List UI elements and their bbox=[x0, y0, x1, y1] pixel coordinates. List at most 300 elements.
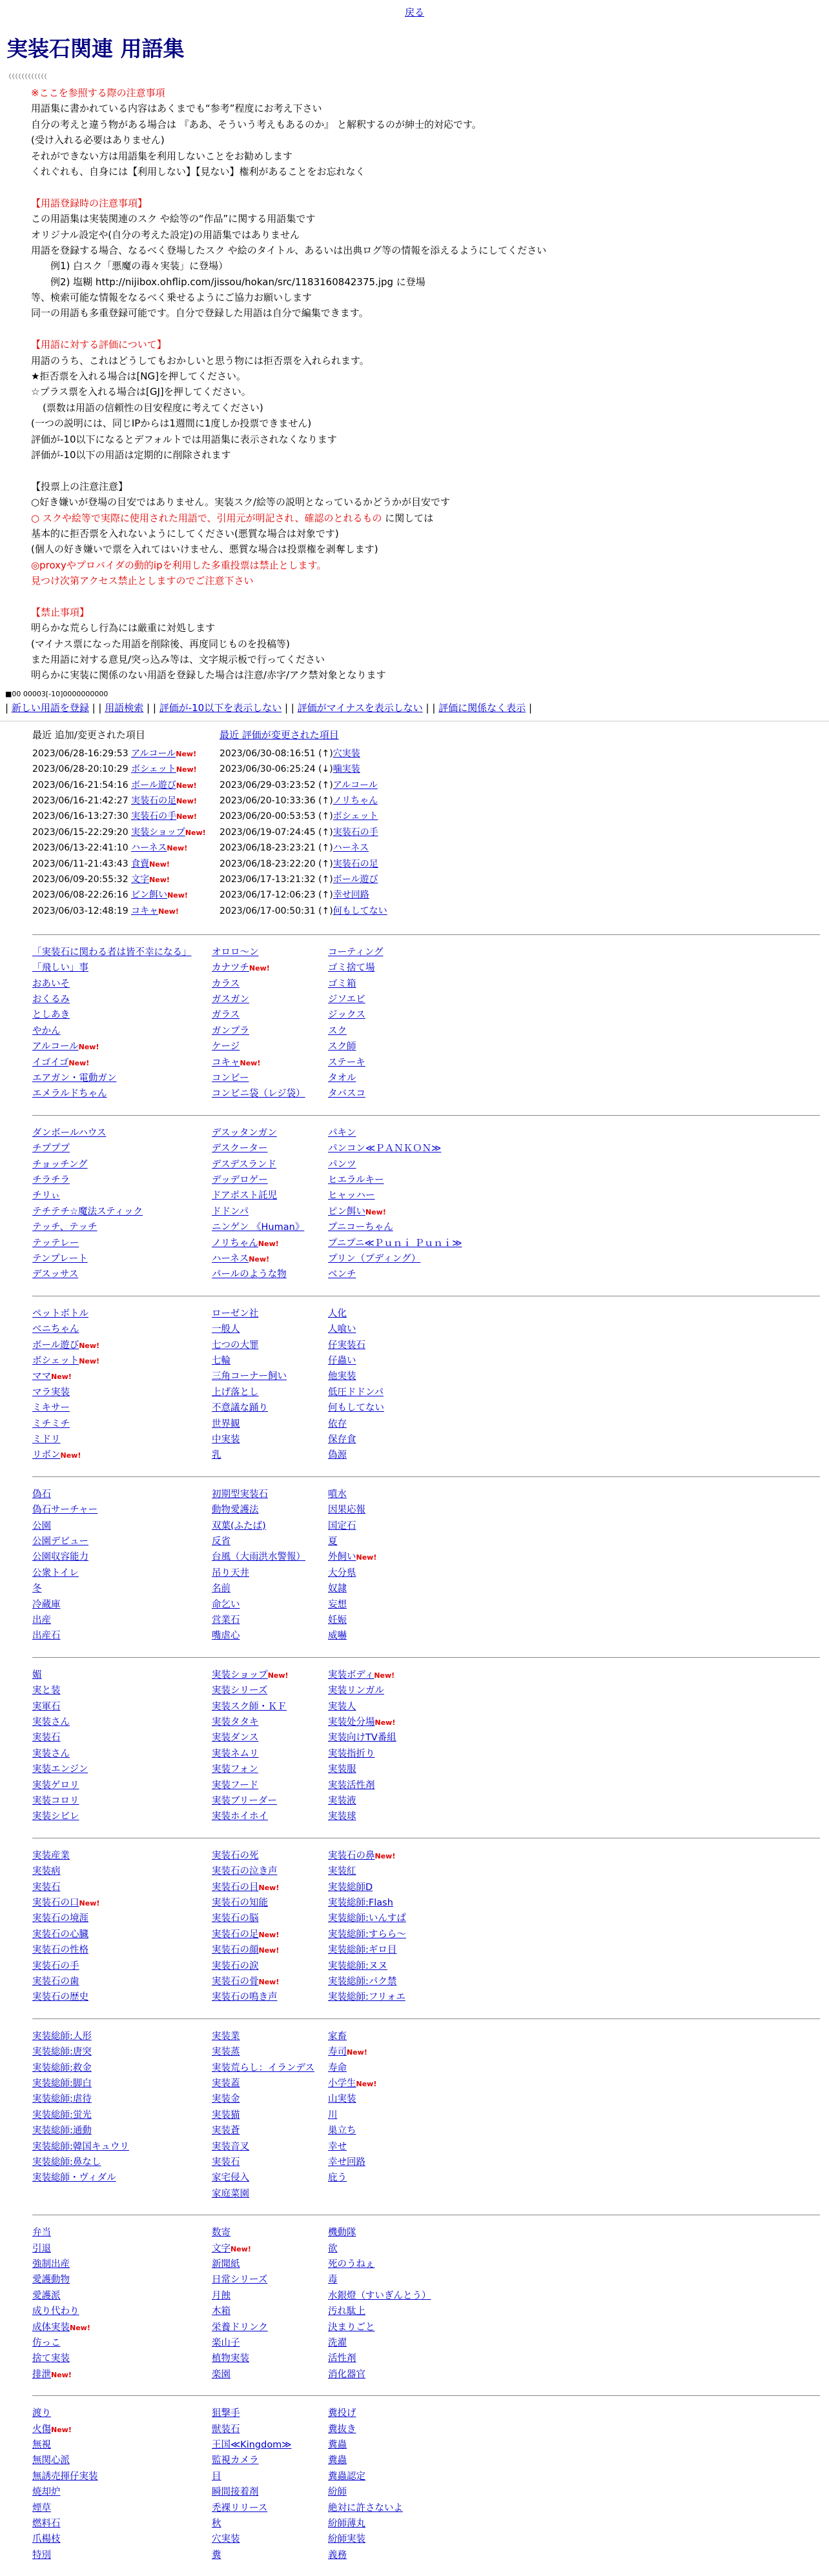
term-link[interactable]: 実装蒼 bbox=[212, 2126, 240, 2137]
term-link[interactable]: 機動隊 bbox=[328, 2228, 356, 2239]
term-link[interactable]: ローゼン社 bbox=[212, 1308, 259, 1319]
term-link[interactable]: 人喰い bbox=[328, 1324, 356, 1335]
term-link[interactable]: 愛護派 bbox=[32, 2290, 61, 2301]
term-link[interactable]: 妊娠 bbox=[328, 1615, 347, 1626]
term-link[interactable]: 実装総師:フリォエ bbox=[328, 1992, 405, 2003]
menu-link[interactable]: 用語検索 bbox=[105, 701, 144, 714]
term-link[interactable]: 実装ゲロリ bbox=[32, 1780, 79, 1791]
term-link[interactable]: ドアポスト託児 bbox=[212, 1191, 278, 1202]
term-link[interactable]: ヒエラルキー bbox=[328, 1175, 384, 1186]
term-link[interactable]: 実装石 bbox=[32, 1882, 61, 1893]
term-link[interactable]: 何もしてない bbox=[328, 1403, 384, 1414]
term-link[interactable]: 実装石の泣き声 bbox=[212, 1866, 278, 1877]
term-link[interactable]: 引退 bbox=[32, 2243, 51, 2254]
term-link[interactable]: 中実装 bbox=[212, 1434, 240, 1445]
term-link[interactable]: エアガン・電動ガン bbox=[32, 1073, 117, 1084]
term-link[interactable]: マラ実装 bbox=[32, 1387, 70, 1398]
term-link[interactable]: 監視カメラ bbox=[212, 2455, 259, 2466]
term-link[interactable]: 成り代わり bbox=[32, 2306, 79, 2317]
term-link[interactable]: 実装スク師・ＫＦ bbox=[212, 1701, 287, 1712]
term-link[interactable]: 実装総師:ヌヌ bbox=[328, 1960, 387, 1971]
term-link[interactable]: ボール遊び bbox=[333, 874, 378, 885]
term-link[interactable]: 仔実装石 bbox=[328, 1340, 365, 1351]
term-link[interactable]: 「飛しい」事 bbox=[32, 963, 88, 974]
term-link[interactable]: 実装総師:すらら〜 bbox=[328, 1929, 406, 1940]
term-link[interactable]: 糞蟲 bbox=[328, 2455, 347, 2466]
term-link[interactable]: 実装ボディ bbox=[328, 1669, 374, 1680]
term-link[interactable]: 反省 bbox=[212, 1536, 230, 1547]
term-link[interactable]: 偽石サーチャー bbox=[32, 1505, 98, 1516]
term-link[interactable]: ボール遊び bbox=[32, 1340, 79, 1351]
term-link[interactable]: 王国≪Kingdom≫ bbox=[212, 2440, 292, 2451]
term-link[interactable]: 無誘売揮仔実装 bbox=[32, 2471, 98, 2482]
term-link[interactable]: リボン bbox=[32, 1450, 61, 1461]
term-link[interactable]: ピン餌い bbox=[131, 890, 168, 901]
term-link[interactable]: 実装石の手 bbox=[131, 811, 177, 822]
term-link[interactable]: 家畜 bbox=[328, 2031, 347, 2042]
term-link[interactable]: 実装リンガル bbox=[328, 1685, 384, 1696]
term-link[interactable]: 糞投げ bbox=[328, 2408, 356, 2419]
term-link[interactable]: 双葉(ふたば) bbox=[212, 1520, 266, 1531]
back-link[interactable]: 戻る bbox=[404, 6, 424, 18]
term-link[interactable]: 楽山子 bbox=[212, 2338, 240, 2349]
term-link[interactable]: 紛師実装 bbox=[328, 2534, 365, 2545]
term-link[interactable]: 実装石の知能 bbox=[212, 1898, 268, 1909]
term-link[interactable]: 不意議な踊り bbox=[212, 1403, 268, 1414]
term-link[interactable]: 吊り天井 bbox=[212, 1567, 249, 1578]
term-link[interactable]: デスデスランド bbox=[212, 1159, 277, 1170]
term-link[interactable]: オロロ〜ン bbox=[212, 947, 259, 958]
term-link[interactable]: 実装総師:ギロ目 bbox=[328, 1945, 397, 1956]
term-link[interactable]: 仿っこ bbox=[32, 2338, 61, 2349]
term-link[interactable]: 木箱 bbox=[212, 2306, 230, 2317]
term-link[interactable]: 実装石の死 bbox=[212, 1850, 259, 1861]
term-link[interactable]: アルコール bbox=[131, 748, 176, 759]
term-link[interactable]: 実装石の心臓 bbox=[32, 1929, 88, 1940]
term-link[interactable]: 義務 bbox=[328, 2550, 347, 2561]
term-link[interactable]: ハーネス bbox=[333, 843, 369, 854]
term-link[interactable]: 偽石 bbox=[32, 1489, 51, 1500]
term-link[interactable]: 実装総師:いんすぱ bbox=[328, 1913, 406, 1924]
menu-link[interactable]: 評価が-10以下を表示しない bbox=[159, 701, 282, 714]
term-link[interactable]: 因果応報 bbox=[328, 1505, 365, 1516]
menu-link[interactable]: 新しい用語を登録 bbox=[11, 701, 89, 714]
term-link[interactable]: 実装荒らし：イランデス bbox=[212, 2062, 314, 2073]
term-link[interactable]: 紛師 bbox=[328, 2487, 347, 2498]
term-link[interactable]: 大分県 bbox=[328, 1567, 356, 1578]
term-link[interactable]: 渡り bbox=[32, 2408, 51, 2419]
term-link[interactable]: 実装石の足 bbox=[212, 1929, 259, 1940]
term-link[interactable]: 実装シリーズ bbox=[212, 1685, 268, 1696]
term-link[interactable]: ジックス bbox=[328, 1010, 365, 1021]
term-link[interactable]: 嘴虐心 bbox=[212, 1631, 240, 1642]
term-link[interactable]: 実装コロリ bbox=[32, 1796, 79, 1807]
term-link[interactable]: 実装フォン bbox=[212, 1764, 258, 1775]
term-link[interactable]: 糞抜き bbox=[328, 2424, 356, 2435]
term-link[interactable]: 実装業 bbox=[212, 2031, 240, 2042]
term-link[interactable]: 初期型実装石 bbox=[212, 1489, 268, 1500]
term-link[interactable]: テンプレート bbox=[32, 1254, 88, 1265]
term-link[interactable]: 獣装石 bbox=[212, 2424, 240, 2435]
term-link[interactable]: コキャ bbox=[131, 905, 159, 916]
term-link[interactable]: 七つの大罪 bbox=[212, 1340, 259, 1351]
term-link[interactable]: 水銀燈（すいぎんとう） bbox=[328, 2290, 431, 2301]
term-link[interactable]: チョッチング bbox=[32, 1159, 88, 1170]
term-link[interactable]: 栄養ドリンク bbox=[212, 2322, 268, 2333]
term-link[interactable]: 妄想 bbox=[328, 1599, 347, 1610]
term-link[interactable]: 公園収容能力 bbox=[32, 1552, 88, 1563]
term-link[interactable]: チリぃ bbox=[32, 1191, 61, 1202]
term-link[interactable]: 実装猫 bbox=[212, 2109, 240, 2120]
term-link[interactable]: ピン餌い bbox=[328, 1206, 365, 1217]
term-link[interactable]: コンビニ袋（レジ袋） bbox=[212, 1089, 305, 1100]
term-link[interactable]: 家宅侵入 bbox=[212, 2173, 249, 2184]
term-link[interactable]: 幸せ回路 bbox=[333, 890, 369, 901]
term-link[interactable]: コキャ bbox=[212, 1057, 240, 1068]
term-link[interactable]: 実装産業 bbox=[32, 1850, 70, 1861]
term-link[interactable]: 無関心派 bbox=[32, 2455, 70, 2466]
term-link[interactable]: 実装金 bbox=[212, 2094, 240, 2105]
term-link[interactable]: 実装液 bbox=[328, 1796, 356, 1807]
term-link[interactable]: としあき bbox=[32, 1010, 70, 1021]
term-link[interactable]: 実装石の性格 bbox=[32, 1945, 88, 1956]
term-link[interactable]: 夏 bbox=[328, 1536, 338, 1547]
term-link[interactable]: ヒャッハー bbox=[328, 1191, 375, 1202]
term-link[interactable]: 何もしてない bbox=[333, 905, 387, 916]
term-link[interactable]: ゴミ捨て場 bbox=[328, 963, 375, 974]
term-link[interactable]: 洗濯 bbox=[328, 2338, 347, 2349]
term-link[interactable]: 実装蒸 bbox=[212, 2047, 240, 2058]
term-link[interactable]: 活性剤 bbox=[328, 2353, 356, 2364]
term-link[interactable]: おくるみ bbox=[32, 994, 70, 1005]
term-link[interactable]: 植物実装 bbox=[212, 2353, 249, 2364]
term-link[interactable]: 欲 bbox=[328, 2243, 338, 2254]
term-link[interactable]: 外飼い bbox=[328, 1552, 356, 1563]
term-link[interactable]: 実軍石 bbox=[32, 1701, 61, 1712]
term-link[interactable]: 決まりごと bbox=[328, 2322, 375, 2333]
term-link[interactable]: ミチミチ bbox=[32, 1418, 70, 1429]
term-link[interactable]: ケージ bbox=[212, 1041, 240, 1052]
term-link[interactable]: 実装石の境涯 bbox=[32, 1913, 88, 1924]
term-link[interactable]: 実装ホイホイ bbox=[212, 1811, 268, 1822]
term-link[interactable]: 実装エンジン bbox=[32, 1764, 88, 1775]
term-link[interactable]: テッチ、テッチ bbox=[32, 1222, 97, 1233]
term-link[interactable]: ミキサー bbox=[32, 1403, 70, 1414]
term-link[interactable]: 焼却炉 bbox=[32, 2487, 61, 2498]
term-link[interactable]: 実装石の顔 bbox=[212, 1945, 259, 1956]
term-link[interactable]: 捨て実装 bbox=[32, 2353, 70, 2364]
term-link[interactable]: 実装総師:唐突 bbox=[32, 2047, 92, 2058]
term-link[interactable]: ノリちゃん bbox=[333, 796, 378, 807]
term-link[interactable]: 実装総師:鼻なし bbox=[32, 2157, 101, 2168]
term-link[interactable]: 実装石の鳴き声 bbox=[212, 1992, 278, 2003]
term-link[interactable]: プニプニ≪Ｐｕｎｉ Ｐｕｎｉ≫ bbox=[328, 1238, 462, 1249]
term-link[interactable]: 威嚇 bbox=[328, 1631, 347, 1642]
term-link[interactable]: 小学生 bbox=[328, 2078, 356, 2089]
term-link[interactable]: 実装総師:Flash bbox=[328, 1898, 393, 1909]
term-link[interactable]: 実装総師:韓国キュウリ bbox=[32, 2141, 129, 2152]
term-link[interactable]: 死のうねぇ bbox=[328, 2259, 375, 2270]
term-link[interactable]: 実装総師:虐待 bbox=[32, 2094, 92, 2105]
term-link[interactable]: ガラス bbox=[212, 1010, 240, 1021]
term-link[interactable]: 幸せ回路 bbox=[328, 2157, 365, 2168]
term-link[interactable]: 実装石の歴史 bbox=[32, 1992, 88, 2003]
term-link[interactable]: 瞬間接着剤 bbox=[212, 2487, 259, 2498]
term-link[interactable]: 楽園 bbox=[212, 2369, 230, 2380]
term-link[interactable]: 実装石の足 bbox=[333, 858, 378, 869]
term-link[interactable]: 強制出産 bbox=[32, 2259, 70, 2270]
term-link[interactable]: 営業石 bbox=[212, 1615, 240, 1626]
term-link[interactable]: ダンボールハウス bbox=[32, 1127, 107, 1138]
term-link[interactable]: 実装ショップ bbox=[212, 1669, 268, 1680]
term-link[interactable]: エメラルドちゃん bbox=[32, 1089, 107, 1100]
term-link[interactable]: 七輪 bbox=[212, 1356, 230, 1367]
term-link[interactable]: 煙草 bbox=[32, 2502, 51, 2513]
recent-rated-title[interactable]: 最近 評価が変更された項目 bbox=[220, 729, 339, 741]
term-link[interactable]: 数寄 bbox=[212, 2228, 230, 2239]
term-link[interactable]: 実装石の鼻 bbox=[328, 1850, 375, 1861]
term-link[interactable]: 実装石 bbox=[32, 1733, 61, 1744]
term-link[interactable]: 毒 bbox=[328, 2275, 338, 2286]
term-link[interactable]: 排泄 bbox=[32, 2369, 51, 2380]
term-link[interactable]: 寿命 bbox=[328, 2062, 347, 2073]
term-link[interactable]: 実装石の手 bbox=[32, 1960, 79, 1971]
term-link[interactable]: ハーネス bbox=[131, 843, 167, 854]
term-link[interactable]: 実装総師:脚白 bbox=[32, 2078, 92, 2089]
term-link[interactable]: プリン（プディング） bbox=[328, 1254, 421, 1265]
term-link[interactable]: 実装総師:パク禁 bbox=[328, 1977, 397, 1987]
term-link[interactable]: やかん bbox=[32, 1025, 61, 1036]
term-link[interactable]: テチテチ☆魔法スティック bbox=[32, 1206, 143, 1217]
term-link[interactable]: 世界観 bbox=[212, 1418, 240, 1429]
menu-link[interactable]: 評価に関係なく表示 bbox=[438, 701, 526, 714]
term-link[interactable]: べニちゃん bbox=[32, 1324, 79, 1335]
term-link[interactable]: ジソエビ bbox=[328, 994, 365, 1005]
term-link[interactable]: ボシェット bbox=[131, 764, 176, 775]
term-link[interactable]: タオル bbox=[328, 1073, 356, 1084]
term-link[interactable]: 絶対に許さないよ bbox=[328, 2502, 403, 2513]
term-link[interactable]: 低圧ドドンパ bbox=[328, 1387, 384, 1398]
term-link[interactable]: パキン bbox=[328, 1127, 356, 1138]
term-link[interactable]: 実装向けTV番組 bbox=[328, 1733, 396, 1744]
term-link[interactable]: 巣立ち bbox=[328, 2126, 356, 2137]
term-link[interactable]: 仔蟲い bbox=[328, 1356, 356, 1367]
term-link[interactable]: 保存食 bbox=[328, 1434, 356, 1445]
term-link[interactable]: 糞蟲認定 bbox=[328, 2471, 365, 2482]
term-link[interactable]: 実装石の口 bbox=[32, 1898, 79, 1909]
term-link[interactable]: イゴイゴ bbox=[32, 1057, 69, 1068]
term-link[interactable]: 実装シビレ bbox=[32, 1811, 79, 1822]
term-link[interactable]: 実装さん bbox=[32, 1748, 70, 1759]
term-link[interactable]: 火傷 bbox=[32, 2424, 51, 2435]
term-link[interactable]: 実装ブリーダー bbox=[212, 1796, 277, 1807]
term-link[interactable]: 偽源 bbox=[328, 1450, 347, 1461]
term-link[interactable]: 実装石の涙 bbox=[212, 1960, 259, 1971]
term-link[interactable]: 狙撃手 bbox=[212, 2408, 240, 2419]
term-link[interactable]: 特別 bbox=[32, 2550, 51, 2561]
term-link[interactable]: デッデロゲー bbox=[212, 1175, 268, 1186]
term-link[interactable]: ベンチ bbox=[328, 1269, 356, 1280]
term-link[interactable]: 公園デビュー bbox=[32, 1536, 88, 1547]
term-link[interactable]: 実装ショップ bbox=[131, 827, 185, 838]
term-link[interactable]: 実装石の歯 bbox=[32, 1977, 79, 1987]
term-link[interactable]: 実装处分場 bbox=[328, 1717, 375, 1728]
term-link[interactable]: 実装活性剤 bbox=[328, 1780, 375, 1791]
term-link[interactable]: 実装石の手 bbox=[333, 827, 378, 838]
term-link[interactable]: 奴隷 bbox=[328, 1584, 347, 1595]
term-link[interactable]: 実装ネムリ bbox=[212, 1748, 259, 1759]
menu-link[interactable]: 評価がマイナスを表示しない bbox=[297, 701, 423, 714]
term-link[interactable]: 文字 bbox=[212, 2243, 230, 2254]
term-link[interactable]: デスッタンガン bbox=[212, 1127, 277, 1138]
term-link[interactable]: 実装紅 bbox=[328, 1866, 356, 1877]
term-link[interactable]: 媚 bbox=[32, 1669, 42, 1680]
term-link[interactable]: 実装指折り bbox=[328, 1748, 375, 1759]
term-link[interactable]: ゴミ箱 bbox=[328, 978, 356, 989]
term-link[interactable]: 実装蓋 bbox=[212, 2078, 240, 2089]
term-link[interactable]: 月蝕 bbox=[212, 2290, 230, 2301]
term-link[interactable]: 一般人 bbox=[212, 1324, 240, 1335]
term-link[interactable]: 穴実装 bbox=[212, 2534, 240, 2545]
term-link[interactable]: ステーキ bbox=[328, 1057, 365, 1068]
term-link[interactable]: ハーネス bbox=[212, 1254, 249, 1265]
term-link[interactable]: 動物愛護法 bbox=[212, 1505, 259, 1516]
term-link[interactable]: 実装石の目 bbox=[212, 1882, 259, 1893]
term-link[interactable]: 実装総師:人形 bbox=[32, 2031, 92, 2042]
term-link[interactable]: 公園 bbox=[32, 1520, 51, 1531]
term-link[interactable]: 出産石 bbox=[32, 1631, 61, 1642]
term-link[interactable]: 冬 bbox=[32, 1584, 42, 1595]
term-link[interactable]: 台風（大雨洪水警報） bbox=[212, 1552, 305, 1563]
term-link[interactable]: 実装石 bbox=[212, 2157, 240, 2168]
term-link[interactable]: プニコーちゃん bbox=[328, 1222, 393, 1233]
term-link[interactable]: 寿司 bbox=[328, 2047, 347, 2058]
term-link[interactable]: 目 bbox=[212, 2471, 221, 2482]
term-link[interactable]: 実装タタキ bbox=[212, 1717, 259, 1728]
term-link[interactable]: 実装人 bbox=[328, 1701, 356, 1712]
term-link[interactable]: 家庭菜園 bbox=[212, 2188, 249, 2199]
term-link[interactable]: 実装総師:通動 bbox=[32, 2126, 92, 2137]
term-link[interactable]: 愛護動物 bbox=[32, 2275, 70, 2286]
term-link[interactable]: コーティング bbox=[328, 947, 384, 958]
term-link[interactable]: 幸せ bbox=[328, 2141, 347, 2152]
term-link[interactable]: 消化器官 bbox=[328, 2369, 365, 2380]
term-link[interactable]: 実と装 bbox=[32, 1685, 61, 1696]
term-link[interactable]: 実装球 bbox=[328, 1811, 356, 1822]
term-link[interactable]: 実装フード bbox=[212, 1780, 259, 1791]
term-link[interactable]: 川 bbox=[328, 2109, 338, 2120]
term-link[interactable]: スク bbox=[328, 1025, 347, 1036]
term-link[interactable]: 上げ落とし bbox=[212, 1387, 259, 1398]
term-link[interactable]: ガンプラ bbox=[212, 1025, 249, 1036]
term-link[interactable]: 実装総師:救金 bbox=[32, 2062, 92, 2073]
term-link[interactable]: 実装ダンス bbox=[212, 1733, 259, 1744]
term-link[interactable]: 文字 bbox=[131, 874, 150, 885]
term-link[interactable]: 汚れ駄上 bbox=[328, 2306, 365, 2317]
term-link[interactable]: 糞 bbox=[212, 2550, 221, 2561]
term-link[interactable]: 他実装 bbox=[328, 1371, 356, 1382]
term-link[interactable]: 命乞い bbox=[212, 1599, 240, 1610]
term-link[interactable]: 公衆トイレ bbox=[32, 1567, 79, 1578]
term-link[interactable]: 禿裸リリース bbox=[212, 2502, 268, 2513]
term-link[interactable]: 実装服 bbox=[328, 1764, 356, 1775]
term-link[interactable]: デスクーター bbox=[212, 1143, 268, 1154]
term-link[interactable]: 紛師薄丸 bbox=[328, 2519, 365, 2530]
term-link[interactable]: 秋 bbox=[212, 2519, 221, 2530]
term-link[interactable]: 実装石の足 bbox=[131, 796, 177, 807]
term-link[interactable]: パンコン≪ＰＡＮＫＯＮ≫ bbox=[328, 1143, 442, 1154]
term-link[interactable]: ボール遊び bbox=[131, 780, 176, 790]
term-link[interactable]: 依存 bbox=[328, 1418, 347, 1429]
term-link[interactable]: 弁当 bbox=[32, 2228, 51, 2239]
term-link[interactable]: ミドリ bbox=[32, 1434, 61, 1445]
term-link[interactable]: 燃料石 bbox=[32, 2519, 61, 2530]
term-link[interactable]: テッテレー bbox=[32, 1238, 79, 1249]
term-link[interactable]: ガスガン bbox=[212, 994, 249, 1005]
term-link[interactable]: デスッサス bbox=[32, 1269, 79, 1280]
term-link[interactable]: 穴実装 bbox=[333, 748, 360, 759]
term-link[interactable]: タバスコ bbox=[328, 1089, 365, 1100]
term-link[interactable]: 実装音叉 bbox=[212, 2141, 249, 2152]
term-link[interactable]: 出産 bbox=[32, 1615, 51, 1626]
term-link[interactable]: コンビー bbox=[212, 1073, 249, 1084]
term-link[interactable]: カナツチ bbox=[212, 963, 249, 974]
term-link[interactable]: アルコール bbox=[333, 780, 378, 790]
term-link[interactable]: チラチラ bbox=[32, 1175, 70, 1186]
term-link[interactable]: 爪楊枝 bbox=[32, 2534, 61, 2545]
term-link[interactable]: 実装石の骨 bbox=[212, 1977, 259, 1987]
term-link[interactable]: 食賣 bbox=[131, 858, 150, 869]
term-link[interactable]: 実装石の脳 bbox=[212, 1913, 259, 1924]
term-link[interactable]: 三角コーナー飼い bbox=[212, 1371, 287, 1382]
term-link[interactable]: 実装総師D bbox=[328, 1882, 373, 1893]
term-link[interactable]: ボシェット bbox=[32, 1356, 79, 1367]
term-link[interactable]: 国定石 bbox=[328, 1520, 356, 1531]
term-link[interactable]: 日常シリーズ bbox=[212, 2275, 268, 2286]
term-link[interactable]: パンツ bbox=[328, 1159, 356, 1170]
term-link[interactable]: 名前 bbox=[212, 1584, 230, 1595]
term-link[interactable]: 実装総師:蛍光 bbox=[32, 2109, 92, 2120]
term-link[interactable]: チプププ bbox=[32, 1143, 70, 1154]
term-link[interactable]: 無視 bbox=[32, 2440, 51, 2451]
term-link[interactable]: ママ bbox=[32, 1371, 51, 1382]
term-link[interactable]: ボシェット bbox=[333, 811, 378, 822]
term-link[interactable]: 人化 bbox=[328, 1308, 347, 1319]
term-link[interactable]: パールのような物 bbox=[212, 1269, 287, 1280]
term-link[interactable]: 実装病 bbox=[32, 1866, 61, 1877]
term-link[interactable]: スク師 bbox=[328, 1041, 356, 1052]
term-link[interactable]: ノリちゃん bbox=[212, 1238, 258, 1249]
term-link[interactable]: 実装総師・ヴィダル bbox=[32, 2173, 116, 2184]
term-link[interactable]: カラス bbox=[212, 978, 240, 989]
term-link[interactable]: 糞蟲 bbox=[328, 2440, 347, 2451]
term-link[interactable]: 新聞紙 bbox=[212, 2259, 240, 2270]
term-link[interactable]: ドドンパ bbox=[212, 1206, 249, 1217]
term-link[interactable]: アルコール bbox=[32, 1041, 79, 1052]
term-link[interactable]: 山実装 bbox=[328, 2094, 356, 2105]
term-link[interactable]: 成体実装 bbox=[32, 2322, 70, 2333]
term-link[interactable]: 実装さん bbox=[32, 1717, 70, 1728]
term-link[interactable]: 「実装石に関わる者は皆不幸になる」 bbox=[32, 947, 192, 958]
term-link[interactable]: 噴水 bbox=[328, 1489, 347, 1500]
term-link[interactable]: おあいそ bbox=[32, 978, 70, 989]
term-link[interactable]: 冷蔵庫 bbox=[32, 1599, 61, 1610]
term-link[interactable]: ペットボトル bbox=[32, 1308, 88, 1319]
term-link[interactable]: 庇う bbox=[328, 2173, 347, 2184]
term-link[interactable]: 噛実装 bbox=[333, 764, 360, 775]
term-link[interactable]: ニンゲン 《Human》 bbox=[212, 1222, 305, 1233]
term-link[interactable]: 乳 bbox=[212, 1450, 221, 1461]
